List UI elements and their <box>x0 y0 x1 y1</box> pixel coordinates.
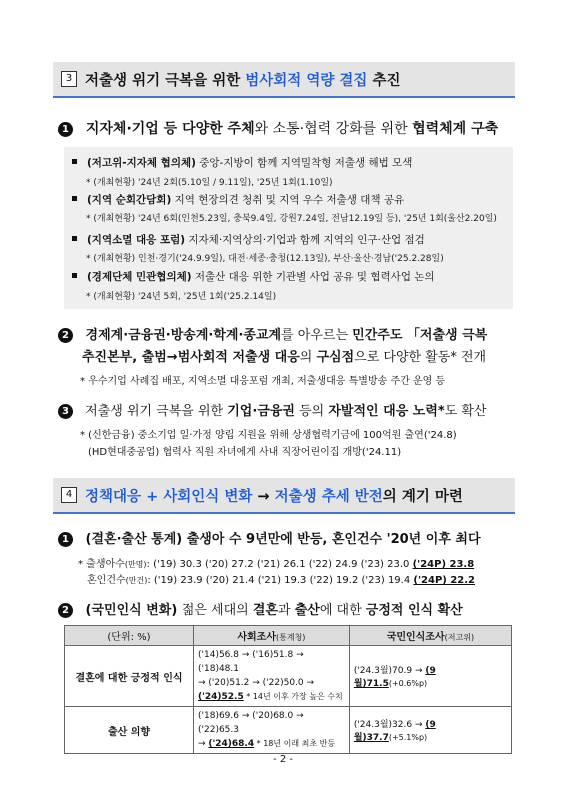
section-number: 4 <box>61 487 77 503</box>
bullet-note: * (개최현황) '24년 6회(인천5.23일, 충북9.4일, 강원7.24일, 전남12.19일 등), '25년 1회(울산2.20일) <box>86 214 497 224</box>
circled-number: 2 <box>58 603 73 618</box>
section-title: 저출생 위기 극복을 위한 범사회적 역량 결집 추진 <box>85 72 401 89</box>
bullet-note: * (개최현황) '24년 2회(5.10일 / 9.11일), '25년 1회(1.10일) <box>86 178 333 188</box>
circled-number: 3 <box>58 404 73 419</box>
row-label: 출산 의향 <box>65 707 194 754</box>
circled-number: 1 <box>58 122 73 137</box>
item-4-heading: 1 (결혼·출산 통계) 출생아 수 9년만에 반등, 혼인건수 '20년 이후 최다 <box>58 528 481 547</box>
item-2-heading: 2 경제계·금융권·방송계·학계·종교계를 아우르는 민간주도 「저출생 극복 <box>58 324 487 343</box>
perception-table <box>64 625 512 754</box>
bullet-item: (저고위-지자체 협의체) 중앙-지방이 함께 지역밀착형 저출생 해법 모색 <box>72 155 412 170</box>
page-number: - 2 - <box>273 754 293 765</box>
table-row <box>65 707 512 754</box>
item-3-note: (HD현대중공업) 협력사 직원 자녀에게 사내 직장어린이집 개방('24.11) <box>88 447 402 458</box>
circled-number: 1 <box>58 532 73 547</box>
item-5-heading: 2 (국민인식 변화) 젊은 세대의 결혼과 출산에 대한 긍정적 인식 확산 <box>58 599 463 618</box>
table-row <box>65 646 512 707</box>
bullet-box <box>64 147 513 309</box>
table-cell: ('14)56.8 → ('16)51.8 → ('18)48.1 → ('20)51.2 → ('22)50.0 → ('24)52.5 * 14년 이후 가장 높은 수치 <box>194 646 350 707</box>
table-cell: ('18)69.6 → ('20)68.0 → ('22)65.3 → ('24)68.4 * 18년 이래 최초 반등 <box>194 707 350 754</box>
table-header-unit: (단위: %) <box>65 626 194 646</box>
bullet-item: (지역 순회간담회) 지역 현장의견 청취 및 지역 우수 저출생 대책 공유 <box>72 192 404 207</box>
section-4-header <box>53 478 515 514</box>
bullet-note: * (개최현황) '24년 5회, '25년 1회('25.2.14일) <box>86 292 277 302</box>
marriage-row: 혼인건수(만건): ('19) 23.9 ('20) 21.4 ('21) 19.3 ('22) 19.2 ('23) 19.4 ('24P) 22.2 <box>87 575 475 586</box>
bullet-note: * (개최현황) 인천·경기('24.9.9일), 대전·세종·충청(12.13일), 부산·울산·경남('25.2.28일) <box>86 254 444 264</box>
item-3-note: * (신한금융) 중소기업 일·가정 양립 지원을 위해 상생협력기금에 100억원 출연('24.8) <box>80 430 457 441</box>
item-1-heading: 1 지자체·기업 등 다양한 주체와 소통·협력 강화를 위한 협력체계 구축 <box>58 118 498 138</box>
section-number: 3 <box>61 71 77 87</box>
circled-number: 2 <box>58 328 73 343</box>
item-2-heading-cont: 추진본부, 출범→범사회적 저출생 대응의 구심점으로 다양한 활동* 전개 <box>82 350 487 365</box>
table-cell: ('24.3월)70.9 → (9월)71.5(+0.6%p) <box>349 646 511 707</box>
section-title: 정책대응 + 사회인식 변화 → 저출생 추세 반전의 계기 마련 <box>85 488 463 505</box>
bullet-item: (경제단체 민관협의체) 저출산 대응 위한 기관별 사업 공유 및 협력사업 논의 <box>72 269 435 284</box>
bullet-item: (지역소멸 대응 포럼) 지자체·지역상의·기업과 함께 지역의 인구·산업 점검 <box>72 232 425 247</box>
table-header-col1: 사회조사(통계청) <box>194 626 350 646</box>
table-cell: ('24.3월)32.6 → (9월)37.7(+5.1%p) <box>349 707 511 754</box>
section-3-header <box>53 62 515 98</box>
table-header-col2: 국민인식조사(저고위) <box>349 626 511 646</box>
row-label: 결혼에 대한 긍정적 인식 <box>65 646 194 707</box>
births-row: * 출생아수(만명): ('19) 30.3 ('20) 27.2 ('21) 26.1 ('22) 24.9 ('23) 23.0 ('24P) 23.8 <box>78 559 475 570</box>
table-header-row <box>65 626 512 646</box>
item-3-heading: 3 저출생 위기 극복을 위한 기업·금융권 등의 자발적인 대응 노력*도 확산 <box>58 400 487 419</box>
item-2-note: * 우수기업 사례집 배포, 지역소멸 대응포럼 개최, 저출생대응 특별방송 주간 운영 등 <box>80 376 446 387</box>
